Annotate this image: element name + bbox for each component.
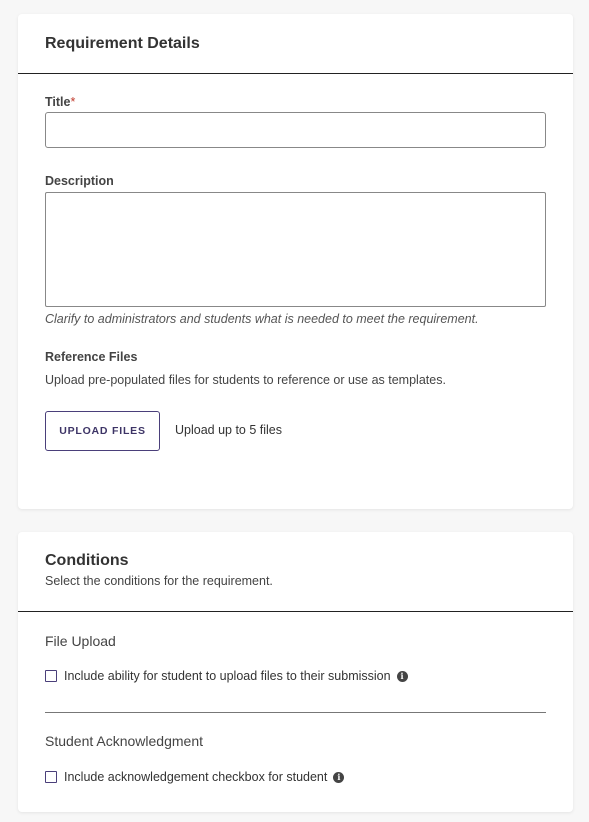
info-icon[interactable]: i	[397, 671, 408, 682]
conditions-divider	[45, 712, 546, 713]
conditions-title: Conditions	[45, 552, 129, 569]
conditions-card	[18, 532, 573, 812]
upload-files-button[interactable]: UPLOAD FILES	[45, 411, 160, 451]
requirement-details-title: Requirement Details	[45, 35, 200, 52]
reference-files-label: Reference Files	[45, 350, 138, 364]
acknowledgment-checkbox[interactable]	[45, 771, 57, 783]
reference-files-description: Upload pre-populated files for students to reference or use as templates.	[45, 373, 446, 387]
title-input[interactable]	[45, 112, 546, 148]
file-upload-heading: File Upload	[45, 633, 116, 649]
student-acknowledgment-heading: Student Acknowledgment	[45, 733, 203, 749]
student-acknowledgment-option[interactable]	[45, 770, 344, 784]
upload-limit-note: Upload up to 5 files	[175, 423, 283, 437]
info-icon[interactable]: i	[333, 772, 344, 783]
title-label	[45, 95, 75, 109]
title-label-text: Title	[45, 95, 71, 109]
conditions-subtitle: Select the conditions for the requirement.	[45, 574, 273, 588]
description-hint: Clarify to administrators and students what is needed to meet the requirement.	[45, 312, 479, 326]
required-asterisk: *	[70, 95, 76, 109]
description-textarea[interactable]	[45, 192, 546, 307]
file-upload-checkbox-label: Include ability for student to upload files to their submission	[64, 669, 391, 683]
conditions-header	[18, 532, 573, 612]
requirement-details-header	[18, 14, 573, 74]
acknowledgment-checkbox-label: Include acknowledgement checkbox for student	[64, 770, 328, 784]
description-label: Description	[45, 174, 114, 188]
requirement-details-card	[18, 14, 573, 509]
file-upload-option[interactable]	[45, 669, 408, 683]
file-upload-checkbox[interactable]	[45, 670, 57, 682]
